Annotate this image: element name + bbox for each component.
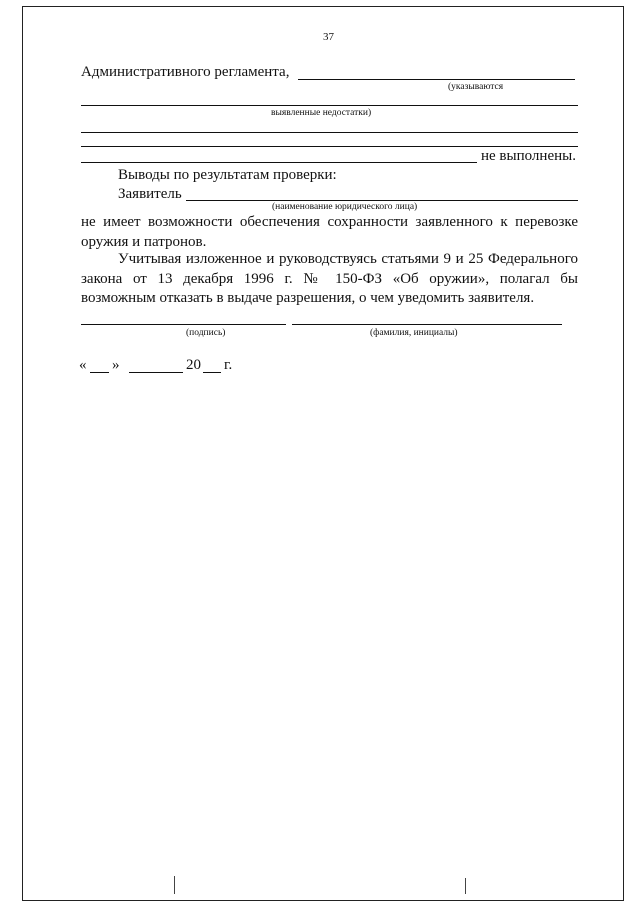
date-day-blank — [90, 372, 109, 373]
name-blank-line — [292, 324, 562, 325]
capacity-line-1: не имеет возможности обеспечения сохранности заявленного к перевозке — [81, 214, 578, 230]
decision-line-1: Учитывая изложенное и руководствуясь статьями 9 и 25 Федерального — [118, 251, 578, 267]
signature-blank-line — [81, 324, 286, 325]
decision-line-2: закона от 13 декабря 1996 г. № 150-ФЗ «Об оружии», полагал бы — [81, 270, 578, 287]
document-page — [22, 6, 624, 901]
scan-mark-left — [174, 876, 175, 894]
date-year-suffix: г. — [224, 357, 233, 373]
page-number: 37 — [323, 31, 334, 43]
decision-line-3: возможным отказать в выдаче разрешения, о чем уведомить заявителя. — [81, 290, 535, 306]
defects-blank-line-3 — [81, 132, 578, 133]
applicant-label: Заявитель — [118, 186, 182, 202]
regulation-line-label: Административного регламента, — [81, 64, 290, 80]
capacity-line-2: оружия и патронов. — [81, 233, 207, 250]
defects-blank-line-1 — [298, 79, 575, 80]
defects-blank-line-2 — [81, 105, 578, 106]
hint-indicated: (указываются — [448, 82, 504, 92]
defects-blank-line-4 — [81, 146, 578, 147]
hint-signature: (подпись) — [186, 328, 226, 338]
date-close-quote: » — [112, 357, 120, 373]
capacity-paragraph — [81, 213, 578, 252]
date-year-prefix: 20 — [186, 357, 201, 373]
date-month-blank — [129, 372, 183, 373]
not-fulfilled-text: не выполнены. — [481, 148, 576, 164]
hint-defects: выявленные недостатки) — [271, 108, 372, 118]
conclusions-heading: Выводы по результатам проверки: — [118, 167, 337, 183]
decision-paragraph — [81, 250, 578, 309]
hint-name: (фамилия, инициалы) — [370, 328, 458, 338]
date-open-quote: « — [79, 357, 87, 373]
hint-org-name: (наименование юридического лица) — [272, 202, 418, 212]
scan-mark-right — [465, 878, 466, 894]
defects-blank-line-5 — [81, 162, 477, 163]
applicant-blank-line — [186, 200, 578, 201]
date-year-blank — [203, 372, 221, 373]
